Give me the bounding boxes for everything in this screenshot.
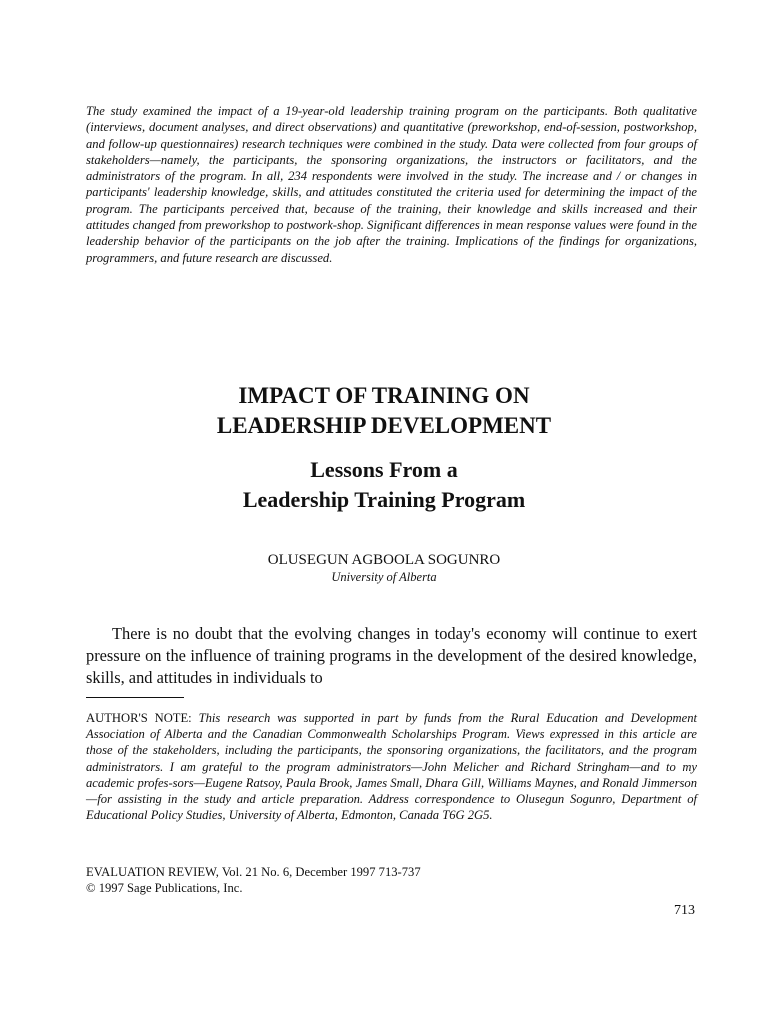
article-title: [0, 381, 768, 441]
journal-info: [86, 864, 697, 896]
authors-note: [86, 710, 697, 823]
authors-note-label: AUTHOR'S NOTE:: [86, 711, 192, 725]
title-line-1: IMPACT OF TRAINING ON: [238, 383, 530, 408]
abstract: The study examined the impact of a 19-year-old leadership training program on the participants. Both qualitative (interviews, document analyses, and direct observations) and quantitative (preworkshop, end-of-session, postworkshop, and follow-up questionnaires) research techniques were combined in the study. Data were collected from four groups of stakeholders—namely, the participants, the sponsoring organizations, the instructors or facilitators, and the administrators of the program. In all, 234 respondents were involved in the study. The increase and / or changes in participants' leadership knowledge, skills, and attitudes constituted the criteria used for determining the impact of the program. The participants perceived that, because of the training, their knowledge and skills increased and their attitudes changed from preworkshop to postwork-shop. Significant differences in mean response values were found in the leadership behavior of the participants on the job after the training. Implications of the findings for organizations, programmers, and future research are discussed.: [86, 104, 697, 265]
author-affiliation: University of Alberta: [331, 570, 437, 584]
copyright-line: © 1997 Sage Publications, Inc.: [86, 881, 243, 895]
article-subtitle: [0, 455, 768, 515]
author-name: OLUSEGUN AGBOOLA SOGUNRO: [267, 552, 501, 568]
journal-citation: EVALUATION REVIEW, Vol. 21 No. 6, December 1997 713-737: [86, 865, 421, 879]
footnote-divider: [86, 697, 184, 698]
subtitle-line-2: Leadership Training Program: [242, 487, 526, 512]
body-paragraph: There is no doubt that the evolving changes in today's economy will continue to exert pressure on the influence of training programs in the development of the desired knowledge, skills, and attitudes in individuals to: [86, 624, 697, 687]
page-number: 713: [674, 903, 695, 918]
authors-note-text: This research was supported in part by funds from the Rural Education and Development Association of Alberta and the Canadian Commonwealth Scholarships Program. Views expressed in this article are those of the stakeholders, including the participants, the sponsoring organizations, the facilitators, and the program administrators. I am grateful to the program administrators—John Melicher and Richard Stringham—and to my academic profes-sors—Eugene Ratsoy, Paula Brook, James Small, Dhara Gill, Williams Maynes, and Ronald Jimmerson—for assisting in the study and article preparation. Address correspondence to Olusegun Sogunro, Department of Educational Policy Studies, University of Alberta, Edmonton, Canada T6G 2G5.: [86, 711, 698, 823]
subtitle-line-1: Lessons From a: [310, 457, 458, 482]
title-line-2: LEADERSHIP DEVELOPMENT: [216, 413, 552, 438]
